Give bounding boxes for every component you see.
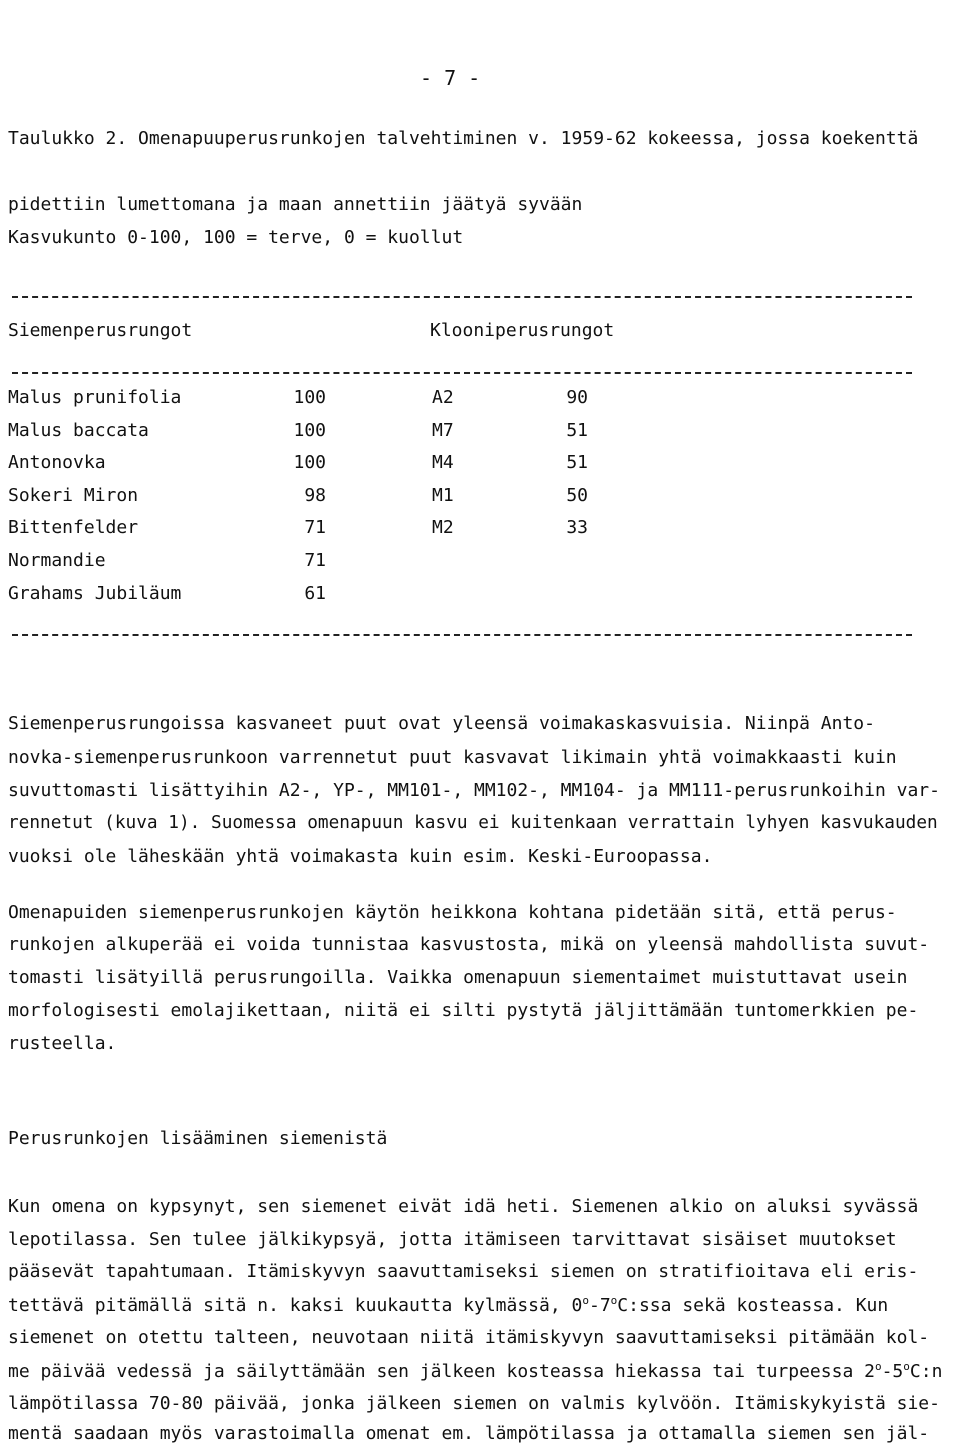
text-line: lepotilassa. Sen tulee jälkikypsyä, jotta itämiseen tarvittavat sisäiset muutokset	[8, 1229, 897, 1250]
survival-value: 100	[293, 420, 326, 441]
survival-value: 100	[293, 452, 326, 473]
text-line: pääsevät tapahtumaan. Itämiskyvyn saavuttamiseksi siemen on stratifioitava eli eris-	[8, 1261, 919, 1282]
text-line: mentä saadaan myös varastoimalla omenat em. lämpötilassa ja ottamalla siemen sen jäl-	[8, 1423, 930, 1444]
text-line: novka-siemenperusrunkoon varrennetut puut kasvavat likimain yhtä voimakkaasti kuin	[8, 747, 897, 768]
text-line: suvuttomasti lisättyihin A2-, YP-, MM101-, MM102-, MM104- ja MM111-perusrunkoihin var-	[8, 780, 940, 801]
rootstock-name: M1	[432, 485, 454, 506]
survival-value: 51	[566, 420, 588, 441]
text-line: tomasti lisätyillä perusrungoilla. Vaikka omenapuun siementaimet muistuttavat usein	[8, 967, 908, 988]
survival-value: 33	[566, 517, 588, 538]
rootstock-name: Normandie	[8, 550, 106, 571]
table-row	[432, 485, 592, 506]
degree-sign: o	[582, 1294, 589, 1307]
caption-line: Taulukko 2. Omenapuuperusrunkojen talvehtiminen v. 1959-62 kokeessa, jossa koekenttä	[8, 128, 919, 149]
table-row	[432, 420, 592, 441]
text-line: lämpötilassa 70-80 päivää, jonka jälkeen siemen on valmis kylvöön. Itämiskykyistä sie-	[8, 1393, 940, 1414]
table-row	[432, 517, 592, 538]
table-row	[8, 420, 328, 441]
table-rule-bottom	[12, 634, 912, 636]
rootstock-name: Sokeri Miron	[8, 485, 139, 506]
text-line: Siemenperusrungoissa kasvaneet puut ovat yleensä voimakaskasvuisia. Niinpä Anto-	[8, 713, 875, 734]
text-segment: -5	[881, 1361, 904, 1382]
text-line: Kun omena on kypsynyt, sen siemenet eivät idä heti. Siemenen alkio on aluksi syvässä	[8, 1196, 919, 1217]
header-clonal-rootstocks: Klooniperusrungot	[430, 320, 615, 341]
caption-line: pidettiin lumettomana ja maan annettiin jäätyä syvään	[8, 194, 583, 215]
header-seedling-rootstocks: Siemenperusrungot	[8, 320, 193, 341]
text-line: siemenet on otettu talteen, neuvotaan niitä itämiskyvyn saavuttamiseksi pitämään kol-	[8, 1327, 930, 1348]
survival-value: 90	[566, 387, 588, 408]
text-segment: C:n	[909, 1361, 943, 1382]
text-segment: tettävä pitämällä sitä n. kaksi kuukautta kylmässä, 0	[8, 1295, 583, 1316]
table-row	[8, 550, 328, 571]
table-row	[432, 452, 592, 473]
survival-value: 61	[304, 583, 326, 604]
text-segment: -7	[588, 1295, 611, 1316]
page-number: - 7 -	[420, 66, 481, 90]
text-line	[8, 1294, 888, 1316]
section-heading: Perusrunkojen lisääminen siemenistä	[8, 1128, 388, 1149]
text-line: runkojen alkuperää ei voida tunnistaa kasvustosta, mikä on yleensä mahdollista suvut-	[8, 934, 930, 955]
rootstock-name: Malus baccata	[8, 420, 149, 441]
text-segment: me päivää vedessä ja säilyttämään sen jälkeen kosteassa hiekassa tai turpeessa 2	[8, 1361, 875, 1382]
rootstock-name: M4	[432, 452, 454, 473]
rootstock-name: A2	[432, 387, 454, 408]
table-row	[8, 583, 328, 604]
table-row	[8, 452, 328, 473]
survival-value: 51	[566, 452, 588, 473]
survival-value: 98	[304, 485, 326, 506]
rootstock-name: M2	[432, 517, 454, 538]
survival-value: 71	[304, 550, 326, 571]
text-line: rusteella.	[8, 1033, 117, 1054]
rootstock-name: Malus prunifolia	[8, 387, 182, 408]
table-row	[8, 517, 328, 538]
text-line: morfologisesti emolajikettaan, niitä ei silti pystytä jäljittämään tuntomerkkien pe-	[8, 1000, 919, 1021]
table-row	[432, 387, 592, 408]
degree-sign: o	[610, 1294, 618, 1307]
rootstock-name: M7	[432, 420, 454, 441]
text-segment: C:ssa sekä kosteassa. Kun	[617, 1295, 889, 1316]
survival-value: 100	[293, 387, 326, 408]
caption-line: Kasvukunto 0-100, 100 = terve, 0 = kuollut	[8, 227, 464, 248]
survival-value: 71	[304, 517, 326, 538]
text-line: rennetut (kuva 1). Suomessa omenapuun kasvu ei kuitenkaan verrattain lyhyen kasvukauden	[8, 813, 938, 833]
table-row	[8, 485, 328, 506]
rootstock-name: Grahams Jubiläum	[8, 583, 182, 604]
degree-sign: o	[903, 1360, 910, 1373]
rootstock-name: Antonovka	[8, 452, 106, 473]
text-line: Omenapuiden siemenperusrunkojen käytön heikkona kohtana pidetään sitä, että perus-	[8, 902, 897, 923]
degree-sign: o	[874, 1360, 882, 1373]
table-rule-top	[12, 296, 912, 298]
survival-value: 50	[566, 485, 588, 506]
rootstock-name: Bittenfelder	[8, 517, 139, 538]
table-row	[8, 387, 328, 408]
text-line	[8, 1360, 942, 1382]
text-line: vuoksi ole läheskään yhtä voimakasta kuin esim. Keski-Euroopassa.	[8, 846, 713, 867]
table-rule-header	[12, 372, 912, 374]
